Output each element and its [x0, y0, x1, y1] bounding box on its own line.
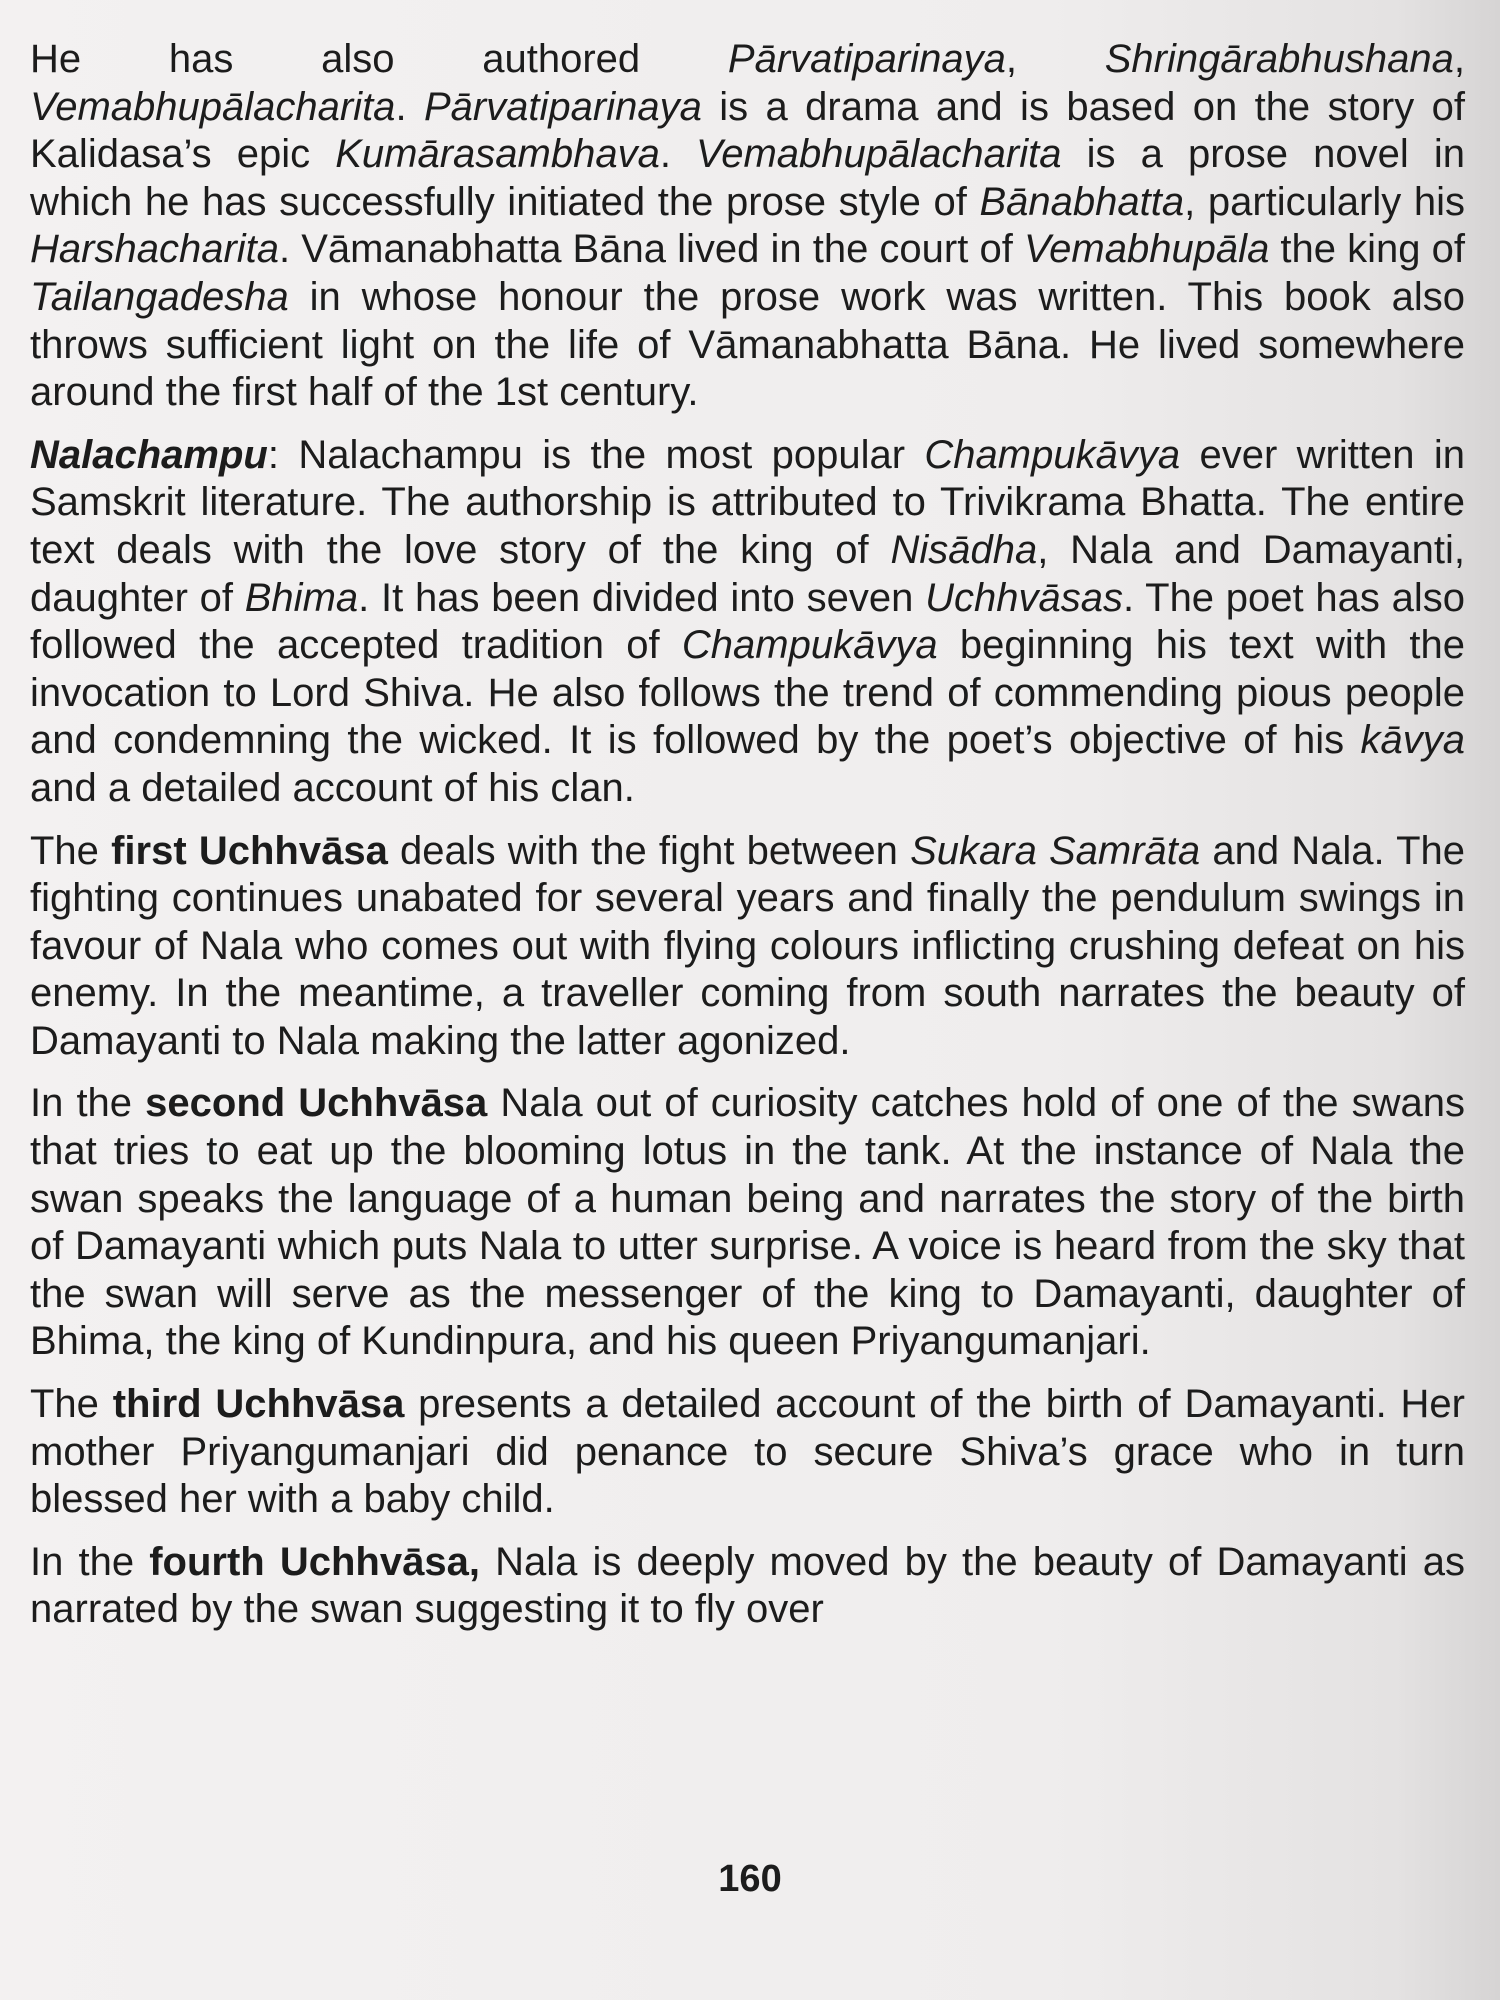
text-run: . Vāmanabhatta Bāna lived in the court of — [279, 227, 1024, 272]
bold-term: fourth Uchhvāsa, — [149, 1539, 480, 1584]
text-run: , — [1005, 37, 1105, 81]
paragraph-second-uchhvasa — [30, 1080, 1465, 1366]
text-run: He has also authored — [30, 37, 728, 81]
text-run: deals with the fight between — [387, 828, 911, 873]
italic-term: Pārvatiparinaya — [423, 84, 702, 129]
text-run: is a drama and is based on the story of Kalidasa’s epic — [30, 84, 1465, 177]
text-run: ever written in Samskrit literature. The authorship is attributed to Trivikrama Bhatta. The entire text deals with the love story of the king of — [30, 432, 1465, 572]
paragraph-nalachampu — [30, 432, 1465, 813]
page-number: 160 — [718, 1858, 782, 1900]
italic-term: Kumārasambhava — [335, 132, 660, 177]
bold-term: first Uchhvāsa — [111, 828, 388, 873]
text-run: and a detailed account of his clan. — [30, 765, 635, 810]
text-run: Nala is deeply moved by the beauty of Damayanti as narrated by the swan suggesting it to fly over — [30, 1539, 1465, 1632]
text-run: In the — [30, 1539, 150, 1584]
italic-term: Sukara Samrāta — [910, 828, 1201, 873]
paragraph-first-uchhvasa — [30, 828, 1465, 1066]
paragraph-authored-works — [30, 36, 1465, 417]
text-run: . It has been divided into seven — [358, 575, 926, 620]
text-run: beginning his text with the invocation to Lord Shiva. He also follows the trend of commending pious people and condemning the wicked. It is followed by the poet’s objective of his — [30, 623, 1465, 763]
italic-term: kāvya — [1360, 718, 1465, 763]
text-run: . — [659, 132, 697, 177]
text-run: is a prose novel in which he has successfully initiated the prose style of — [30, 132, 1465, 224]
bold-term: Nalachampu — [30, 432, 268, 477]
italic-term: Vemabhupālacharita — [30, 84, 396, 129]
italic-term: Harshacharita — [30, 227, 280, 272]
text-run: . — [395, 84, 424, 129]
italic-term: Bānabhatta — [979, 179, 1185, 224]
italic-term: Nisādha — [890, 527, 1038, 572]
paragraph-fourth-uchhvasa — [30, 1539, 1465, 1634]
body-text — [30, 36, 1465, 1649]
text-run: and Nala. The fighting continues unabated for several years and finally the pendulum swings in favour of Nala who comes out with flying colours inflicting crushing defeat on his enemy. In the meantime, a traveller coming from south narrates the beauty of Damayanti to Nala making the latter agonized. — [30, 828, 1466, 1063]
text-run: Nala out of curiosity catches hold of one of the swans that tries to eat up the blooming lotus in the tank. At the instance of Nala the swan speaks the language of a human being and narrates the story of the birth of Damayanti which puts Nala to utter surprise. A voice is heard from the sky that the swan will serve as the messenger of the king to Damayanti, daughter of Bhima, the king of Kundinpura, and his queen Priyangumanjari. — [30, 1081, 1465, 1364]
paragraph-third-uchhvasa — [30, 1381, 1465, 1524]
italic-term: Vemabhupāla — [1023, 227, 1270, 272]
text-run: , — [1453, 37, 1465, 81]
text-run: , Nala and Damayanti, daughter of — [30, 527, 1465, 620]
italic-term: Pārvatiparinaya — [727, 37, 1006, 81]
text-run: The — [30, 1382, 113, 1427]
bold-term: third Uchhvāsa — [112, 1382, 405, 1427]
text-run: presents a detailed account of the birth of Damayanti. Her mother Priyangumanjari did penance to secure Shiva’s grace who in turn blessed her with a baby child. — [30, 1382, 1465, 1522]
italic-term: Bhima — [244, 575, 359, 620]
italic-term: Vemabhupālacharita — [696, 132, 1062, 177]
text-run: in whose honour the prose work was written. This book also throws sufficient light on the life of Vāmanabhatta Bāna. He lived somewhere around the first half of the 1st century. — [30, 274, 1465, 415]
text-run: the king of — [1269, 227, 1465, 272]
italic-term: Champukāvya — [924, 432, 1181, 477]
text-run: , particularly his — [1184, 179, 1465, 224]
text-run: : Nalachampu is the most popular — [267, 432, 925, 477]
bold-term: second Uchhvāsa — [145, 1081, 488, 1126]
text-run: . The poet has also followed the accepted tradition of — [30, 575, 1465, 668]
italic-term: Uchhvāsas — [925, 575, 1123, 620]
italic-term: Champukāvya — [681, 623, 938, 668]
text-run: In the — [30, 1081, 146, 1126]
italic-term: Tailangadesha — [30, 274, 289, 319]
italic-term: Shringārabhushana — [1104, 37, 1454, 81]
text-run: The — [30, 828, 112, 873]
